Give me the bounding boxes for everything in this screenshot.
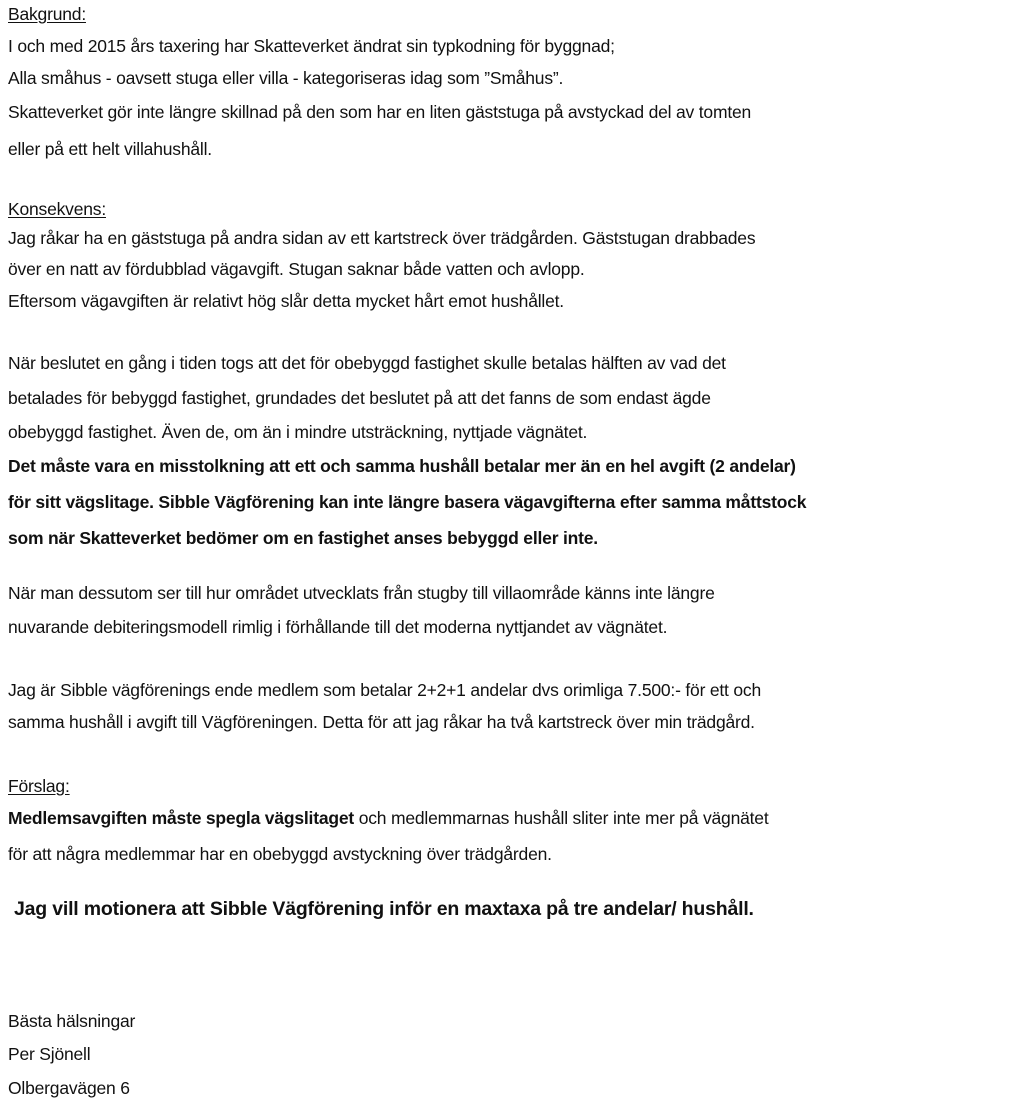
fee-line-2: samma hushåll i avgift till Vägföreningen. Detta för att jag råkar ha två kartstreck över min trädgård. [8,712,755,732]
proposal-line-1 [8,810,769,828]
motion-statement: Jag vill motionera att Sibble Vägförening inför en maxtaxa på tre andelar/ hushåll. [14,898,754,920]
heading-proposal: Förslag: [8,776,70,796]
proposal-line-2: för att några medlemmar har en obebyggd avstyckning över trädgården. [8,844,552,864]
heading-consequence: Konsekvens: [8,199,106,219]
heading-background: Bakgrund: [8,4,86,24]
history-bold-line-2: för sitt vägslitage. Sibble Vägförening kan inte längre basera vägavgifterna efter samma måttstock [8,492,807,512]
consequence-line-3: Eftersom vägavgiften är relativt hög slår detta mycket hårt emot hushållet. [8,291,564,311]
consequence-line-2: över en natt av fördubblad vägavgift. Stugan saknar både vatten och avlopp. [8,259,585,279]
history-bold-line-3: som när Skatteverket bedömer om en fastighet anses bebyggd eller inte. [8,528,598,548]
fee-line-1: Jag är Sibble vägförenings ende medlem som betalar 2+2+1 andelar dvs orimliga 7.500:- för ett och [8,680,761,700]
development-line-1: När man dessutom ser till hur området utvecklats från stugby till villaområde känns inte längre [8,583,715,603]
background-line-1: I och med 2015 års taxering har Skatteverket ändrat sin typkodning för byggnad; [8,36,615,56]
signature-name: Per Sjönell [8,1044,91,1064]
history-bold-line-1: Det måste vara en misstolkning att ett och samma hushåll betalar mer än en hel avgift (2 andelar) [8,456,796,476]
background-line-2: Alla småhus - oavsett stuga eller villa - kategoriseras idag som ”Småhus”. [8,68,564,88]
signature-greeting: Bästa hälsningar [8,1011,136,1031]
background-line-3: Skatteverket gör inte längre skillnad på den som har en liten gäststuga på avstyckad del av tomten [8,102,752,122]
background-line-4: eller på ett helt villahushåll. [8,139,212,159]
signature-address: Olbergavägen 6 [8,1078,130,1098]
history-line-2: betalades för bebyggd fastighet, grundades det beslutet på att det fanns de som endast ägde [8,388,711,408]
development-line-2: nuvarande debiteringsmodell rimlig i förhållande till det moderna nyttjandet av vägnätet. [8,617,668,637]
history-line-3: obebyggd fastighet. Även de, om än i mindre utsträckning, nyttjade vägnätet. [8,422,588,442]
proposal-line-1-rest: och medlemmarnas hushåll sliter inte mer på vägnätet [354,808,769,828]
consequence-line-1: Jag råkar ha en gäststuga på andra sidan av ett kartstreck över trädgården. Gäststugan drabbades [8,228,756,248]
proposal-line-1-bold: Medlemsavgiften måste spegla vägslitaget [8,808,355,828]
history-line-1: När beslutet en gång i tiden togs att det för obebyggd fastighet skulle betalas hälften av vad det [8,353,726,373]
